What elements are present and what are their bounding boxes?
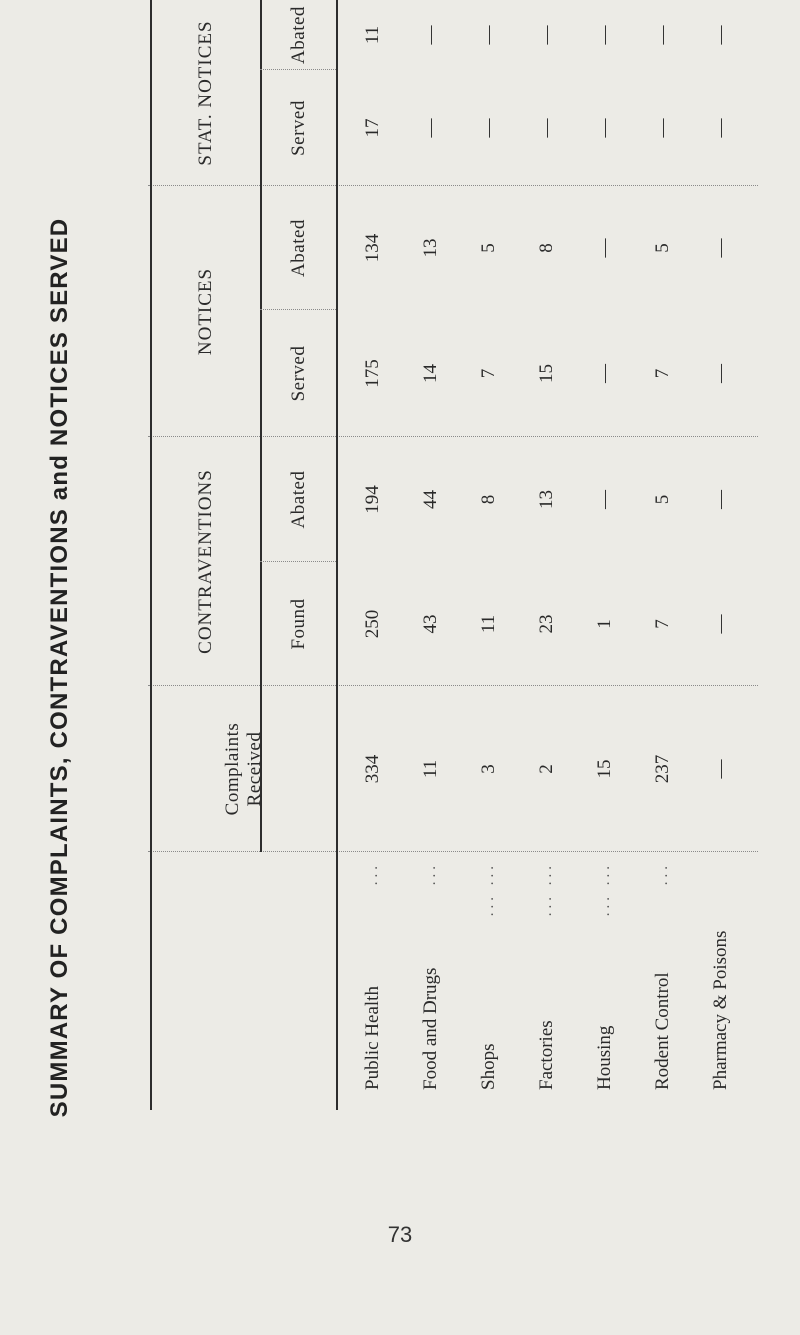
table-row (402, 0, 460, 1110)
notices-served-value: — (710, 364, 731, 383)
row-category: Factories (536, 1020, 557, 1090)
stat-served-value: — (478, 118, 499, 138)
stat-abated-value: — (594, 25, 615, 45)
notices-abated-value: 5 (652, 243, 673, 253)
stat-served-value: — (536, 118, 557, 138)
header-bottom-rule (336, 0, 338, 1110)
leader-dots: ... ... (539, 862, 555, 917)
notices-abated-value: — (594, 238, 615, 258)
notices-abated-value: 134 (362, 233, 383, 263)
header-contraventions: CONTRAVENTIONS (195, 469, 216, 654)
page-number: 73 (387, 1222, 413, 1247)
row-category: Shops (478, 1043, 499, 1090)
contra-found-value: — (710, 614, 731, 634)
table-row (460, 0, 518, 1110)
contra-abated-value: 194 (362, 485, 383, 514)
header-notices-abated: Abated (288, 219, 309, 277)
contra-found-value: 43 (420, 614, 441, 634)
row-category: Rodent Control (652, 972, 673, 1090)
header-stat-notices: STAT. NOTICES (195, 20, 216, 166)
leader-dots: ... (423, 862, 439, 886)
table-row (344, 0, 402, 1110)
contra-abated-value: 8 (478, 494, 499, 505)
table-row (518, 0, 576, 1110)
header-contra-abated: Abated (288, 470, 309, 529)
header-notices-served: Served (288, 345, 309, 402)
leader-dots: ... ... (597, 862, 613, 917)
notices-abated-value: 5 (478, 243, 499, 253)
complaints-value: 11 (420, 759, 441, 779)
complaints-value: 334 (362, 754, 383, 784)
summary-table (148, 0, 758, 1110)
row-category: Pharmacy & Poisons (710, 930, 731, 1090)
header-notices: NOTICES (195, 267, 216, 356)
stat-served-value: — (594, 118, 615, 138)
notices-served-value: 7 (478, 368, 499, 379)
row-category: Housing (594, 1025, 615, 1090)
contra-found-value: 11 (478, 614, 499, 634)
stat-abated-value: 11 (362, 25, 383, 45)
complaints-value: — (710, 759, 731, 779)
stat-abated-value: — (710, 25, 731, 45)
contra-found-value: 1 (594, 619, 615, 629)
contra-abated-value: 44 (420, 490, 441, 509)
stat-served-value: — (652, 118, 673, 138)
stat-abated-value: — (652, 25, 673, 45)
contra-abated-value: — (594, 490, 615, 509)
stat-served-value: — (420, 118, 441, 138)
notices-served-value: 7 (652, 368, 673, 379)
leader-dots (692, 862, 750, 932)
complaints-value: 15 (594, 759, 615, 779)
contra-found-value: 250 (362, 609, 383, 639)
leader-dots: ... ... (481, 862, 497, 917)
stat-served-value: 17 (362, 118, 383, 138)
header-stat-abated: Abated (288, 6, 309, 64)
leader-dots: ... (365, 862, 381, 886)
header-stat-served: Served (288, 100, 309, 156)
page-title: SUMMARY OF COMPLAINTS, CONTRAVENTIONS and NOTICES SERVED (46, 217, 73, 1118)
contra-found-value: 23 (536, 614, 557, 634)
stat-abated-value: — (536, 25, 557, 45)
contra-abated-value: 5 (652, 494, 673, 505)
notices-served-value: — (594, 364, 615, 383)
notices-served-value: 14 (420, 364, 441, 383)
complaints-value: 3 (478, 764, 499, 774)
stat-abated-value: — (478, 25, 499, 45)
table-row (692, 0, 750, 1110)
contra-abated-value: 13 (536, 490, 557, 509)
notices-served-value: 15 (536, 364, 557, 383)
stat-abated-value: — (420, 25, 441, 45)
notices-served-value: 175 (362, 359, 383, 388)
notices-abated-value: 13 (420, 238, 441, 258)
contra-abated-value: — (710, 490, 731, 509)
complaints-value: 237 (652, 754, 673, 784)
table-row (634, 0, 692, 1110)
row-category: Public Health (362, 986, 383, 1090)
header-contra-found: Found (288, 598, 309, 650)
table-row (576, 0, 634, 1110)
row-category: Food and Drugs (420, 967, 441, 1090)
leader-dots: ... (655, 862, 671, 886)
notices-abated-value: — (710, 238, 731, 258)
stat-served-value: — (710, 118, 731, 138)
contra-found-value: 7 (652, 619, 673, 629)
header-complaints: Complaints Received (222, 722, 265, 816)
notices-abated-value: 8 (536, 243, 557, 253)
complaints-value: 2 (536, 764, 557, 774)
